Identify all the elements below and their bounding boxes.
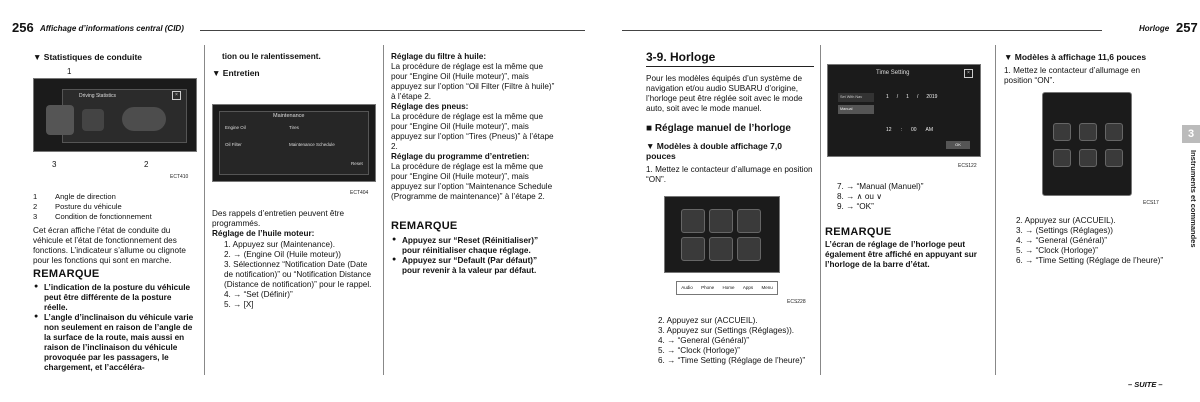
steering-graphic	[46, 105, 74, 135]
list-item: 3. Appuyez sur (Settings (Réglages)).	[658, 326, 795, 335]
list-item: 3. → (Settings (Réglages))	[1016, 226, 1113, 235]
remarque-heading: REMARQUE	[391, 220, 458, 232]
chapter-side-label: Instruments et commandes	[1189, 150, 1198, 248]
list-item: 6. → “Time Setting (Réglage de l’heure)”	[658, 356, 806, 365]
tires-title: Réglage des pneus:	[391, 102, 469, 111]
filter-body: La procédure de réglage est la même que pour “Engine Oil (Huile moteur)”, mais appuyez sur l’option “Oil Filter (Filtre à huile)” à l’étape 2.	[391, 62, 555, 101]
maintenance-screenshot: Maintenance Engine Oil Tires Oil Filter Maintenance Schedule Reset	[212, 104, 376, 182]
list-item: 9. → “OK”	[837, 202, 874, 211]
list-item: 5. → “Clock (Horloge)”	[658, 346, 740, 355]
remarque-list	[33, 283, 197, 373]
right-page-header: Horloge	[1139, 24, 1170, 33]
clock-note: L’écran de réglage de l’horloge peut également être affiché en appuyant sur l’horloge de la barre d’état.	[825, 240, 977, 269]
model116-steps	[1004, 216, 1174, 266]
list-item: 7. → “Manual (Manuel)”	[837, 182, 924, 191]
filter-title: Réglage du filtre à huile:	[391, 52, 487, 61]
list-item: 4. → “General (Général)”	[1016, 236, 1108, 245]
list-item: 3. Sélectionnez “Notification Date (Date de notification)” ou “Notification Distance (Distance de notification)” pour le rappel.	[224, 260, 372, 289]
remarque-heading: REMARQUE	[33, 268, 100, 280]
continued-footer: – SUITE –	[1128, 380, 1163, 389]
list-item: 4. → “Set (Définir)”	[224, 290, 293, 299]
list-item: 5. → [X]	[224, 300, 254, 309]
prog-body: La procédure de réglage est la même que pour “Engine Oil (Huile moteur)”, mais appuyez sur l’option “Maintenance Schedule (Programme de maintenance)” à l’étape 2.	[391, 162, 553, 201]
time-setting-screenshot: Time Setting × Set With Nav Manual 1 / 1 / 2019 12 : 00 AM OK	[827, 64, 981, 157]
list-item: ● Appuyez sur “Default (Par défaut)” pour revenir à la valeur par défaut.	[391, 256, 555, 276]
list-item: 5. → “Clock (Horloge)”	[1016, 246, 1098, 255]
time-setting-title: Time Setting	[876, 70, 910, 76]
tires-body: La procédure de réglage est la même que pour “Engine Oil (Huile moteur)”, mais appuyez sur l’option “Tires (Pneus)” à l’étape 2.	[391, 112, 554, 151]
driving-stats-heading: ▼ Statistiques de conduite	[33, 52, 143, 62]
list-item: 2. Appuyez sur (ACCUEIL).	[1016, 216, 1116, 225]
list-item: ● L’angle d’inclinaison du véhicule varie non seulement en raison de l’angle de la surface de la route, mais aussi en raison de l’inclinaison du véhicule provoquée par les passagers, le chargement, et l’accéléra-	[33, 313, 197, 373]
manual-heading: ■ Réglage manuel de l’horloge	[646, 123, 791, 134]
right-page-number: 257	[1176, 20, 1198, 35]
list-item: 6. → “Time Setting (Réglage de l’heure)”	[1016, 256, 1164, 265]
home-screenshot-11in	[1042, 92, 1132, 196]
list-item: ● L’indication de la posture du véhicule peut être différente de la posture réelle.	[33, 283, 197, 313]
maintenance-heading: ▼ Entretien	[212, 68, 260, 78]
model116-heading: ▼ Modèles à affichage 11,6 pouces	[1004, 52, 1147, 62]
chapter-tab: 3	[1182, 125, 1200, 143]
maintenance-intro: Des rappels d’entretien peuvent être programmés.	[212, 209, 344, 228]
bottom-strip: Audio Phone Home Apps Menu	[676, 281, 778, 295]
list-item: ● Appuyez sur “Reset (Réinitialiser)” pour réinitialiser chaque réglage.	[391, 236, 555, 256]
close-icon: ×	[172, 91, 181, 100]
left-page-header: Affichage d’informations central (CID)	[40, 24, 184, 33]
image-ref: ECS122	[958, 163, 977, 169]
list-item: 2. Appuyez sur (ACCUEIL).	[658, 316, 758, 325]
oil-title: Réglage de l’huile moteur:	[212, 229, 315, 238]
list-item: 2. → (Engine Oil (Huile moteur))	[224, 250, 341, 259]
remarque-list	[391, 236, 555, 276]
driving-stats-screenshot	[33, 78, 197, 152]
continued-text: tion ou le ralentissement.	[222, 52, 321, 61]
callout-2: 2	[144, 160, 149, 169]
close-icon: ×	[964, 69, 973, 78]
maintenance-screen-title: Maintenance	[273, 113, 305, 119]
driving-stats-body: Cet écran affiche l’état de conduite du véhicule et l’état de fonctionnement des fonctions. L’indicateur s’allume ou clignote pour les fonctions qui sont en marche.	[33, 226, 186, 265]
list-item: 8. → ∧ ou ∨	[837, 192, 883, 201]
remarque-heading: REMARQUE	[825, 226, 892, 238]
section-title: 3-9. Horloge	[646, 50, 716, 64]
legend-list: 1 Angle de direction 2 Posture du véhicule 3 Condition de fonctionnement	[33, 192, 152, 221]
left-page-number: 256	[12, 20, 34, 35]
list-item: 1. Appuyez sur (Maintenance).	[224, 240, 336, 249]
dual7-heading: ▼ Modèles à double affichage 7,0 pouces	[646, 141, 782, 162]
image-ref: ECS228	[787, 299, 806, 305]
image-ref: ECT410	[170, 174, 189, 180]
home-screenshot-7in	[664, 196, 780, 273]
callout-3: 3	[52, 160, 57, 169]
dual7-steps	[646, 316, 818, 366]
driving-stats-screen-title: Driving Statistics	[79, 93, 116, 99]
image-ref: ECS17	[1143, 200, 1159, 206]
callout-1: 1	[67, 67, 72, 76]
oil-steps	[212, 240, 378, 310]
prog-title: Réglage du programme d’entretien:	[391, 152, 530, 161]
clock-intro: Pour les modèles équipés d’un système de navigation et/ou audio SUBARU d’origine, l’horloge peut être réglée soit avec le mode auto, soit avec le mode manuel.	[646, 74, 803, 113]
car-posture-graphic	[122, 107, 166, 131]
dual7-step1: 1. Mettez le contacteur d’allumage en position “ON”.	[646, 165, 813, 184]
ok-button: OK	[946, 141, 970, 149]
image-ref: ECT404	[350, 190, 369, 196]
time-steps	[825, 182, 990, 212]
model116-step1: 1. Mettez le contacteur d’allumage en position “ON”.	[1004, 66, 1141, 85]
list-item: 4. → “General (Général)”	[658, 336, 750, 345]
